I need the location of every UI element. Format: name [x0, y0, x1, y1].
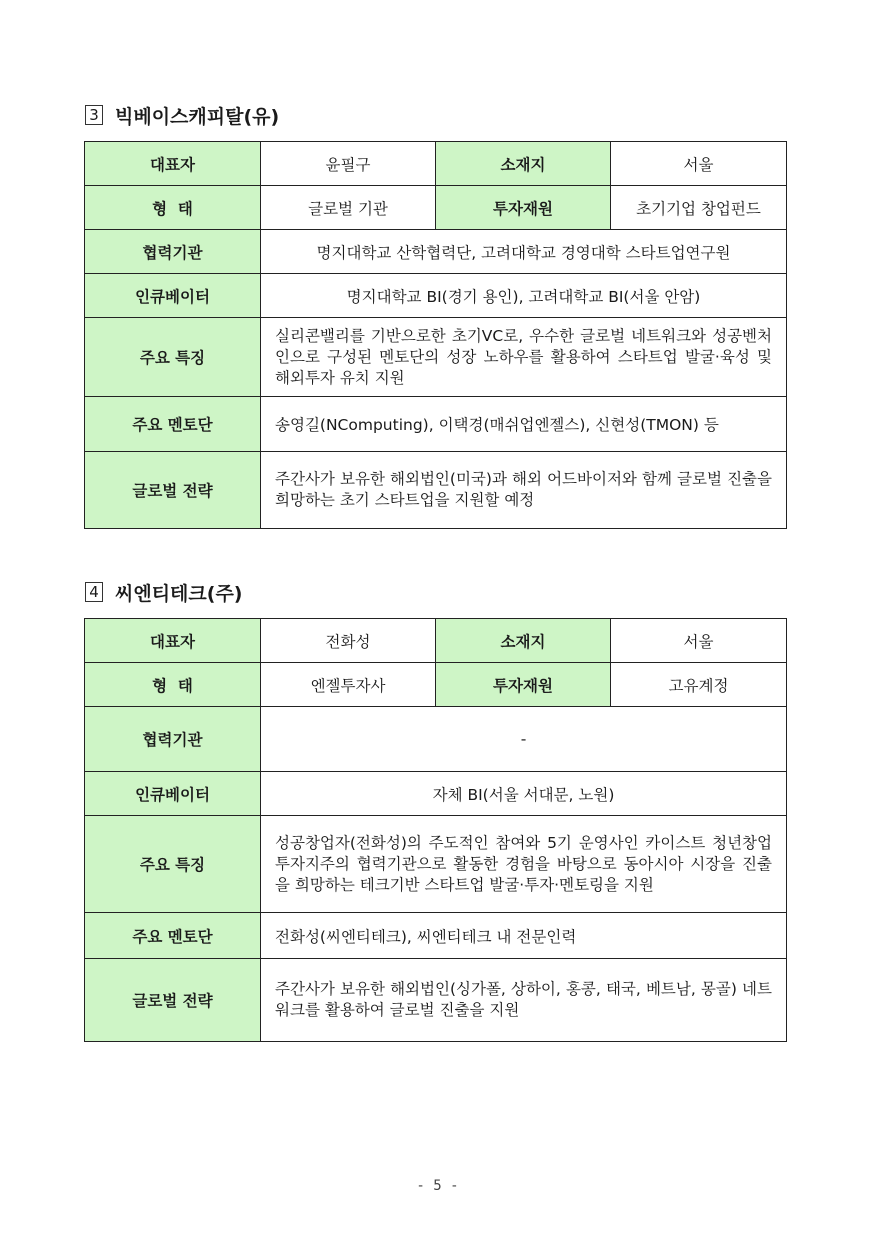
incubator-label: 인큐베이터: [85, 772, 261, 816]
table-row: [85, 230, 787, 274]
incubator-label: 인큐베이터: [85, 274, 261, 318]
fund-label: 투자재원: [436, 663, 611, 707]
mentor-value: 전화성(씨엔티테크), 씨엔티테크 내 전문인력: [261, 913, 787, 959]
section-number-box: 3: [85, 105, 103, 125]
rep-value: 전화성: [261, 619, 436, 663]
table-row: [85, 142, 787, 186]
feature-value: 실리콘밸리를 기반으로한 초기VC로, 우수한 글로벌 네트워크와 성공벤처인으로 구성된 멘토단의 성장 노하우를 활용하여 스타트업 발굴·육성 및 해외투자 유치 지원: [261, 318, 787, 397]
mentor-label: 주요 멘토단: [85, 913, 261, 959]
table-row: [85, 707, 787, 772]
table-row: [85, 274, 787, 318]
feature-value: 성공창업자(전화성)의 주도적인 참여와 5기 운영사인 카이스트 청년창업투자지주의 협력기관으로 활동한 경험을 바탕으로 동아시아 시장을 진출을 희망하는 테크기반 스타트업 발굴·투자·멘토링을 지원: [261, 816, 787, 913]
table-row: [85, 959, 787, 1042]
partner-value: 명지대학교 산학협력단, 고려대학교 경영대학 스타트업연구원: [261, 230, 787, 274]
company-info-table-cnttech: [84, 618, 787, 1042]
location-label: 소재지: [436, 142, 611, 186]
section-title-text: 빅베이스캐피탈(유): [115, 105, 280, 128]
fund-value: 고유계정: [611, 663, 787, 707]
rep-label: 대표자: [85, 142, 261, 186]
table-row: [85, 318, 787, 397]
type-value: 엔젤투자사: [261, 663, 436, 707]
type-label: 형 태: [85, 663, 261, 707]
fund-label: 투자재원: [436, 186, 611, 230]
feature-label: 주요 특징: [85, 318, 261, 397]
location-label: 소재지: [436, 619, 611, 663]
section-number-box: 4: [85, 582, 103, 602]
section-title-bigbase: [85, 100, 279, 130]
strategy-label: 글로벌 전략: [85, 452, 261, 529]
partner-label: 협력기관: [85, 707, 261, 772]
page-number: - 5 -: [416, 1178, 459, 1194]
section-title-text: 씨엔티테크(주): [115, 582, 243, 605]
type-label: 형 태: [85, 186, 261, 230]
table-row: [85, 913, 787, 959]
table-row: [85, 816, 787, 913]
rep-value: 윤필구: [261, 142, 436, 186]
table-row: [85, 452, 787, 529]
fund-value: 초기기업 창업펀드: [611, 186, 787, 230]
mentor-value: 송영길(NComputing), 이택경(매쉬업엔젤스), 신현성(TMON) 등: [261, 397, 787, 452]
mentor-label: 주요 멘토단: [85, 397, 261, 452]
table-row: [85, 397, 787, 452]
table-row: [85, 619, 787, 663]
section-title-cnttech: [85, 577, 243, 607]
partner-label: 협력기관: [85, 230, 261, 274]
incubator-value: 자체 BI(서울 서대문, 노원): [261, 772, 787, 816]
strategy-label: 글로벌 전략: [85, 959, 261, 1042]
company-info-table-bigbase: [84, 141, 787, 529]
rep-label: 대표자: [85, 619, 261, 663]
location-value: 서울: [611, 142, 787, 186]
table-row: [85, 772, 787, 816]
strategy-value: 주간사가 보유한 해외법인(미국)과 해외 어드바이저와 함께 글로벌 진출을 희망하는 초기 스타트업을 지원할 예정: [261, 452, 787, 529]
type-value: 글로벌 기관: [261, 186, 436, 230]
incubator-value: 명지대학교 BI(경기 용인), 고려대학교 BI(서울 안암): [261, 274, 787, 318]
strategy-value: 주간사가 보유한 해외법인(싱가폴, 상하이, 홍콩, 태국, 베트남, 몽골) 네트워크를 활용하여 글로벌 진출을 지원: [261, 959, 787, 1042]
feature-label: 주요 특징: [85, 816, 261, 913]
partner-value: -: [261, 707, 787, 772]
table-row: [85, 663, 787, 707]
table-row: [85, 186, 787, 230]
location-value: 서울: [611, 619, 787, 663]
